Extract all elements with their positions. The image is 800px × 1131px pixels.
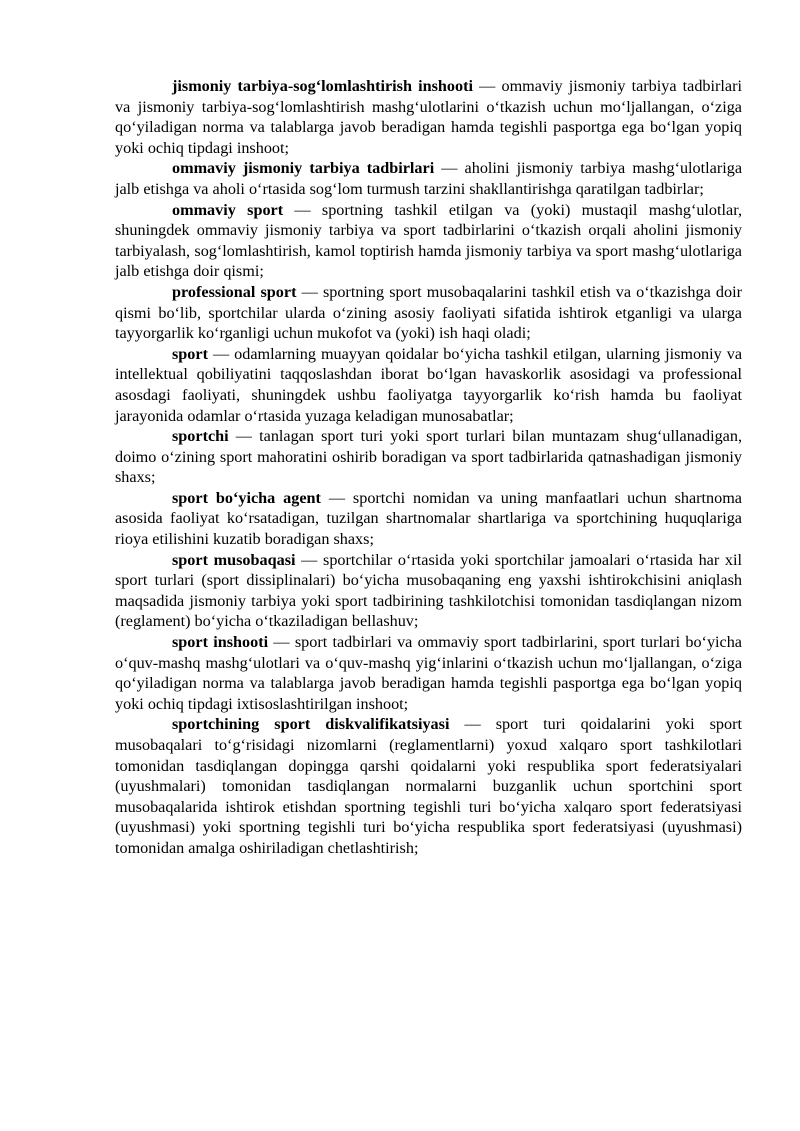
definition-term: sport [172,344,208,363]
definition-paragraph [115,550,742,632]
definition-text: — sport turi qoidalarini yoki sport musobaqalari to‘g‘risidagi nizomlarni (reglamentlarni) yoxud xalqaro sport tashkilotlari tomonidan tasdiqlangan dopingga qarshi qoidalarni yoki respublika sport federatsiyalari (uyushmalari) tomonidan tasdiqlangan normalarni buzganlik uchun sportchini sport musobaqalarida ishtirok etishdan sportning tegishli turi bo‘yicha xalqaro sport federatsiyasi (uyushmasi) yoki sportning tegishli turi bo‘yicha respublika sport federatsiyasi (uyushmasi) tomonidan amalga oshiriladigan chetlashtirish; [115,715,742,857]
definition-term: sport inshooti [172,633,269,652]
definition-term: professional sport [172,282,297,301]
definition-term: ommaviy sport [172,200,284,219]
definition-term: sport musobaqasi [172,550,296,569]
definition-text: — sportning sport musobaqalarini tashkil etish va o‘tkazishga doir qismi bo‘lib, sportchilar ularda o‘zining asosiy faoliyati sifatida ishtirok etganligi va ularga tayyorgarlik ko‘rganligi uchun mukofot va (yoki) ish haqi oladi; [115,282,742,343]
definition-text: — sport tadbirlari va ommaviy sport tadbirlarini, sport turlari bo‘yicha o‘quv-mashq mashg‘ulotlari va o‘quv-mashq yig‘inlarini o‘tkazish uchun mo‘ljallangan, o‘ziga qo‘yiladigan norma va talablarga javob beradigan hamda tegishli pasportga ega bo‘lgan yopiq yoki ochiq tipdagi ixtisoslashtirilgan inshoot; [115,633,742,713]
definition-text: — sportchi nomidan va uning manfaatlari uchun shartnoma asosida faoliyat ko‘rsatadigan, tuzilgan shartnomalar shartlariga va sportchining huquqlariga rioya etilishini kuzatib boradigan shaxs; [115,488,742,549]
definition-paragraph [115,76,742,158]
definition-paragraph [115,426,742,488]
definition-paragraph [115,632,742,714]
definition-term: jismoniy tarbiya-sog‘lomlashtirish inshooti [172,77,473,95]
definition-paragraph [115,158,742,199]
definition-text: — aholini jismoniy tarbiya mashg‘ulotlariga jalb etishga va aholi o‘rtasida sog‘lom turmush tarzini shakllantirishga qaratilgan tadbirlar; [115,159,742,198]
definition-text: — odamlarning muayyan qoidalar bo‘yicha tashkil etilgan, ularning jismoniy va intellektual qobiliyatini taqqoslashdan iborat bo‘lgan havaskorlik asosidagi va professional asosdagi faoliyati, shuningdek ushbu faoliyatga tayyorgarlik ko‘rish hamda bu faoliyat jarayonida odamlar o‘rtasida yuzaga keladigan munosabatlar; [115,344,742,425]
definition-paragraph [115,200,742,282]
definition-paragraph [115,344,742,426]
definition-paragraph [115,714,742,858]
definition-term: sport bo‘yicha agent [172,488,321,507]
definition-term: sportchi [172,427,229,446]
definition-text: — tanlagan sport turi yoki sport turlari bilan muntazam shug‘ullanadigan, doimo o‘zining sport mahoratini oshirib boradigan va sport tadbirlarida qatnashadigan jismoniy shaxs; [115,427,742,487]
definition-paragraph [115,282,742,344]
definition-term: sportchining sport diskvalifikatsiyasi [172,715,450,734]
definition-paragraph [115,488,742,550]
definition-text: — sportning tashkil etilgan va (yoki) mustaqil mashg‘ulotlar, shuningdek ommaviy jismoniy tarbiya va sport tadbirlarini o‘tkazish orqali aholini jismoniy tarbiyalash, sog‘lomlashtirish, kamol toptirish hamda jismoniy tarbiya va sport mashg‘ulotlariga jalb etishga doir qismi; [115,200,742,281]
document-page [115,76,742,859]
definition-term: ommaviy jismoniy tarbiya tadbirlari [172,159,435,178]
definition-text: — ommaviy jismoniy tarbiya tadbirlari va jismoniy tarbiya-sog‘lomlashtirish mashg‘ulotlarini o‘tkazish uchun mo‘ljallangan, o‘ziga qo‘yiladigan norma va talablarga javob beradigan hamda tegishli pasportga ega bo‘lgan yopiq yoki ochiq tipdagi inshoot; [115,77,742,157]
definition-text: — sportchilar o‘rtasida yoki sportchilar jamoalari o‘rtasida har xil sport turlari (sport dissiplinalari) bo‘yicha musobaqaning eng yaxshi ishtirokchisini aniqlash maqsadida jismoniy tarbiya yoki sport tadbirining tashkilotchisi tomonidan tasdiqlangan nizom (reglament) bo‘yicha o‘tkaziladigan bellashuv; [115,550,743,631]
